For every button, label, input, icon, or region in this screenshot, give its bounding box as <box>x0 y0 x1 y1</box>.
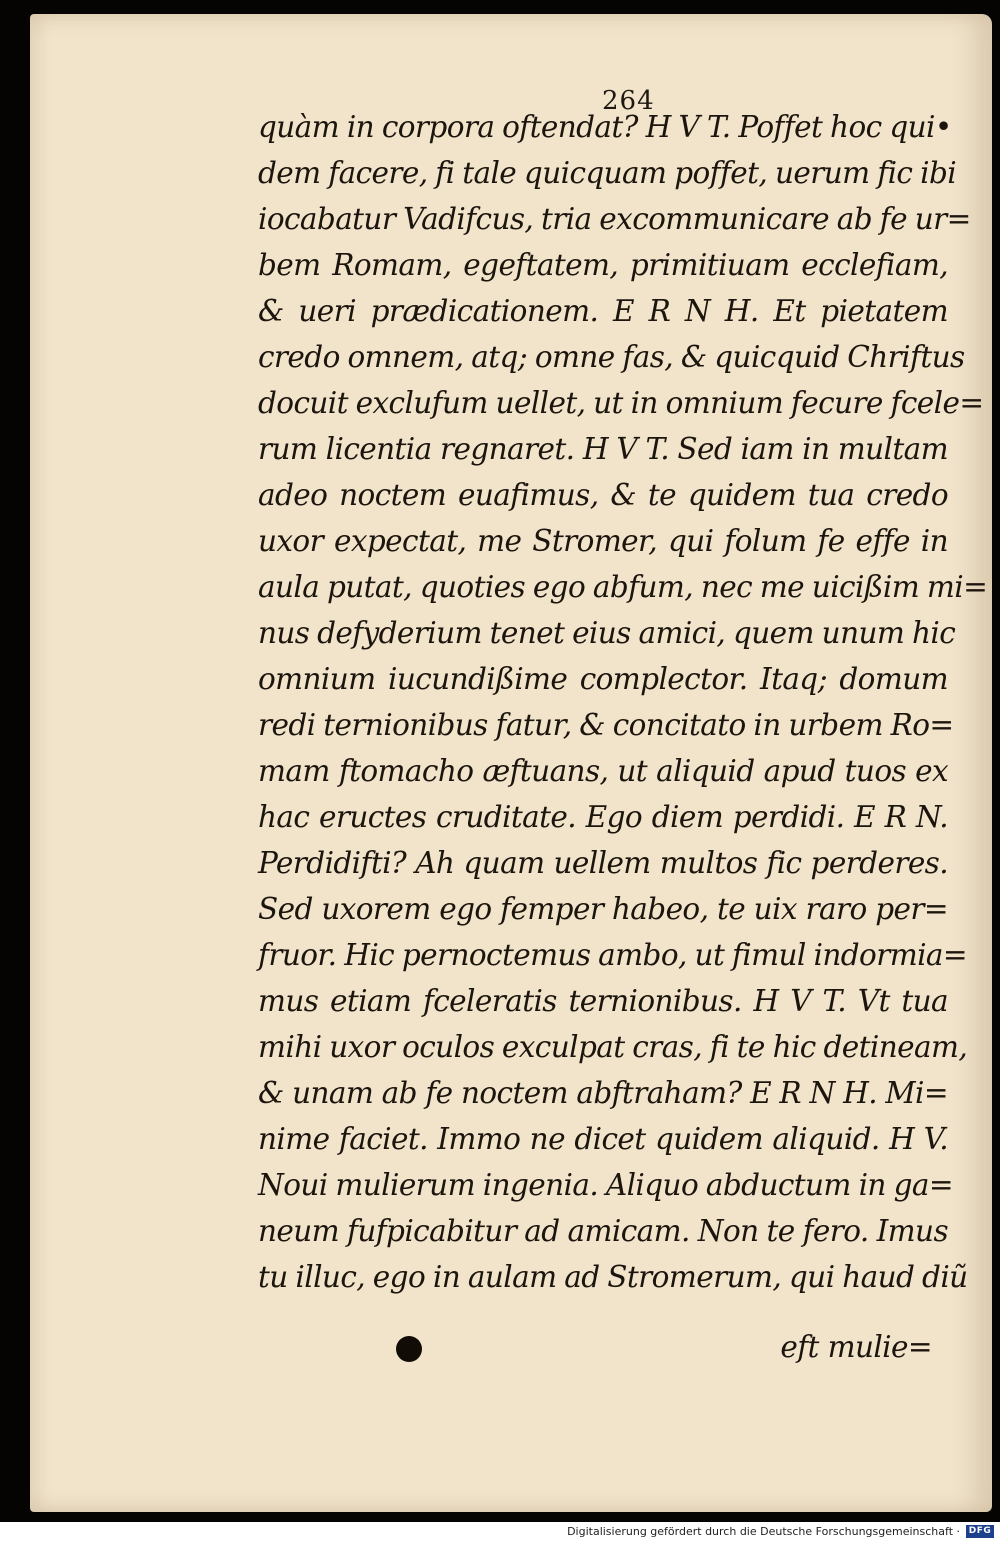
text-line: omnium iucundißime complector. Itaq; domum <box>258 662 948 696</box>
text-line: neum fufpicabitur ad amicam. Non te fero. Imus <box>258 1214 948 1248</box>
text-line: Noui mulierum ingenia. Aliquo abductum in ga= <box>258 1168 953 1202</box>
footer-credit: Digitalisierung gefördert durch die Deutsche Forschungsgemeinschaft · <box>567 1525 960 1538</box>
text-line: tu illuc, ego in aulam ad Stromerum, qui haud diũ <box>258 1260 968 1294</box>
text-line: adeo noctem euafimus, & te quidem tua credo <box>258 478 948 512</box>
text-line: docuit exclufum uellet, ut in omnium fecure fcele= <box>258 386 984 420</box>
text-line: Sed uxorem ego femper habeo, te uix raro per= <box>258 892 948 926</box>
text-line: & unam ab fe noctem abftraham? E R N H. Mi= <box>258 1076 948 1110</box>
text-line: & ueri prædicationem. E R N H. Et pietatem <box>258 294 948 328</box>
dfg-logo-icon: DFG <box>966 1525 994 1538</box>
footer-bar <box>0 1522 1000 1542</box>
bullet-ornament-icon <box>396 1336 422 1362</box>
text-line: dem facere, fi tale quicquam poffet, uerum fic ibi <box>258 156 957 190</box>
text-block <box>258 104 988 1300</box>
page-number: 264 <box>602 86 655 116</box>
text-line: credo omnem, atq; omne fas, & quicquid Chriftus <box>258 340 965 374</box>
text-line: fruor. Hic pernoctemus ambo, ut fimul indormia= <box>258 938 968 972</box>
text-line: rum licentia regnaret. H V T. Sed iam in multam <box>258 432 948 466</box>
text-line: bem Romam, egeftatem, primitiuam ecclefiam, <box>258 248 948 282</box>
text-line: iocabatur Vadifcus, tria excommunicare ab fe ur= <box>258 202 971 236</box>
catchword: eft mulie= <box>780 1330 932 1364</box>
text-line: aula putat, quoties ego abfum, nec me uicißim mi= <box>258 570 988 604</box>
catchword-row <box>258 1324 948 1370</box>
text-line: nime faciet. Immo ne dicet quidem aliquid. H V. <box>258 1122 948 1156</box>
text-line: hac eructes cruditate. Ego diem perdidi. E R N. <box>258 800 948 834</box>
text-line: mus etiam fceleratis ternionibus. H V T. Vt tua <box>258 984 948 1018</box>
text-line: nus defyderium tenet eius amici, quem unum hic <box>258 616 956 650</box>
text-line: mam ftomacho æftuans, ut aliquid apud tuos ex <box>258 754 948 788</box>
text-line: uxor expectat, me Stromer, qui folum fe effe in <box>258 524 948 558</box>
text-line: quàm in corpora oftendat? H V T. Poffet hoc qui• <box>258 110 952 144</box>
text-line: mihi uxor oculos exculpat cras, fi te hic detineam, <box>258 1030 968 1064</box>
text-line: redi ternionibus fatur, & concitato in urbem Ro= <box>258 708 954 742</box>
text-line: Perdidifti? Ah quam uellem multos fic perderes. <box>258 846 948 880</box>
